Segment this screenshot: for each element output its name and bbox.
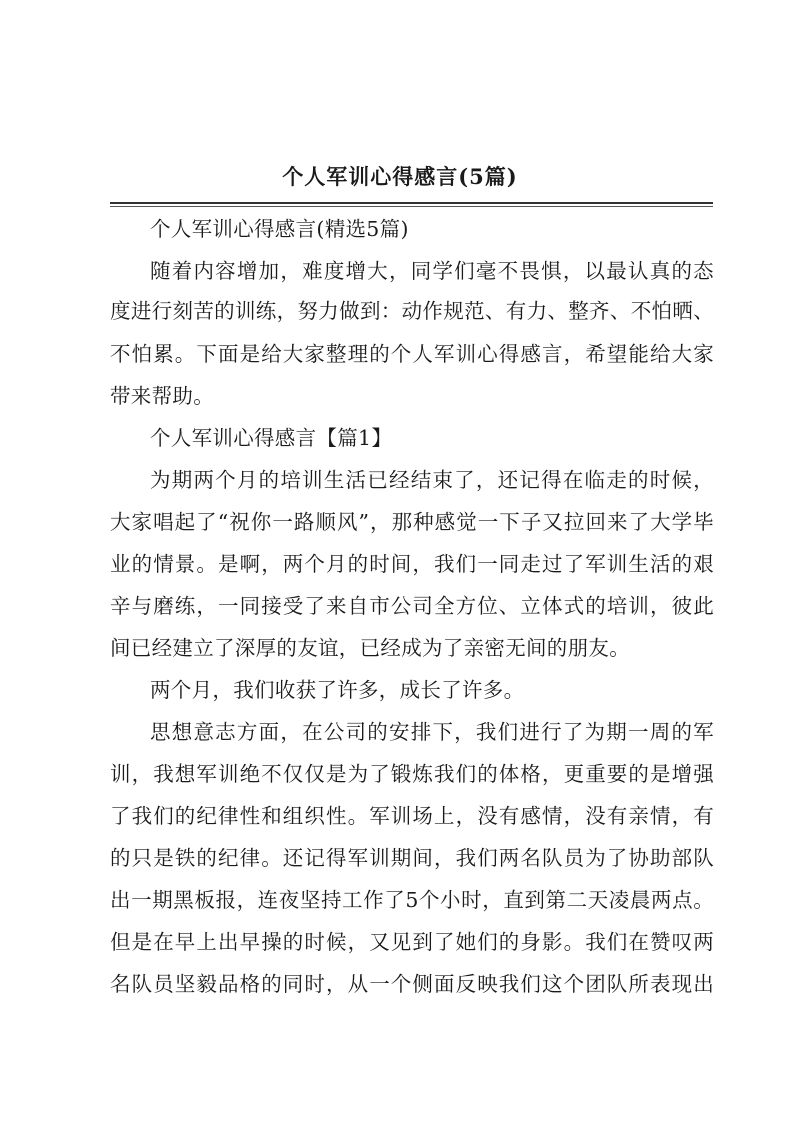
document-title: 个人军训心得感言(5篇): [282, 164, 518, 189]
paragraph-line: 度进行刻苦的训练，努力做到：动作规范、有力、整齐、不怕晒、: [110, 299, 714, 323]
paragraph-line: 训，我想军训绝不仅仅是为了锻炼我们的体格，更重要的是增强: [110, 762, 714, 786]
subtitle-line: 个人军训心得感言(精选5篇): [150, 217, 409, 241]
paragraph-line: 为期两个月的培训生活已经结束了，还记得在临走的时候，: [150, 468, 714, 492]
paragraph-line: 业的情景。是啊，两个月的时间，我们一同走过了军训生活的艰: [110, 552, 714, 576]
paragraph-line: 但是在早上出早操的时候，又见到了她们的身影。我们在赞叹两: [110, 930, 714, 954]
section-heading: 个人军训心得感言【篇1】: [150, 426, 393, 450]
paragraph-line: 出一期黑板报，连夜坚持工作了5个小时，直到第二天凌晨两点。: [110, 888, 714, 912]
paragraph-line: 两个月，我们收获了许多，成长了许多。: [150, 678, 525, 702]
paragraph-line: 的只是铁的纪律。还记得军训期间，我们两名队员为了协助部队: [110, 846, 714, 870]
paragraph-line: 不怕累。下面是给大家整理的个人军训心得感言，希望能给大家: [110, 342, 714, 366]
title-divider-thin: [110, 206, 713, 207]
paragraph-line: 随着内容增加，难度增大，同学们毫不畏惧，以最认真的态: [150, 259, 714, 283]
paragraph-line: 名队员坚毅品格的同时，从一个侧面反映我们这个团队所表现出: [110, 972, 714, 996]
title-divider-thick: [110, 202, 713, 204]
paragraph-line: 了我们的纪律性和组织性。军训场上，没有感情，没有亲情，有: [110, 804, 714, 828]
paragraph-line: 大家唱起了“祝你一路顺风”，那种感觉一下子又拉回来了大学毕: [110, 510, 714, 534]
paragraph-line: 思想意志方面，在公司的安排下，我们进行了为期一周的军: [150, 720, 714, 744]
paragraph-line: 辛与磨练，一同接受了来自市公司全方位、立体式的培训，彼此: [110, 594, 714, 618]
paragraph-line: 带来帮助。: [110, 384, 214, 408]
paragraph-line: 间已经建立了深厚的友谊，已经成为了亲密无间的朋友。: [110, 636, 630, 660]
